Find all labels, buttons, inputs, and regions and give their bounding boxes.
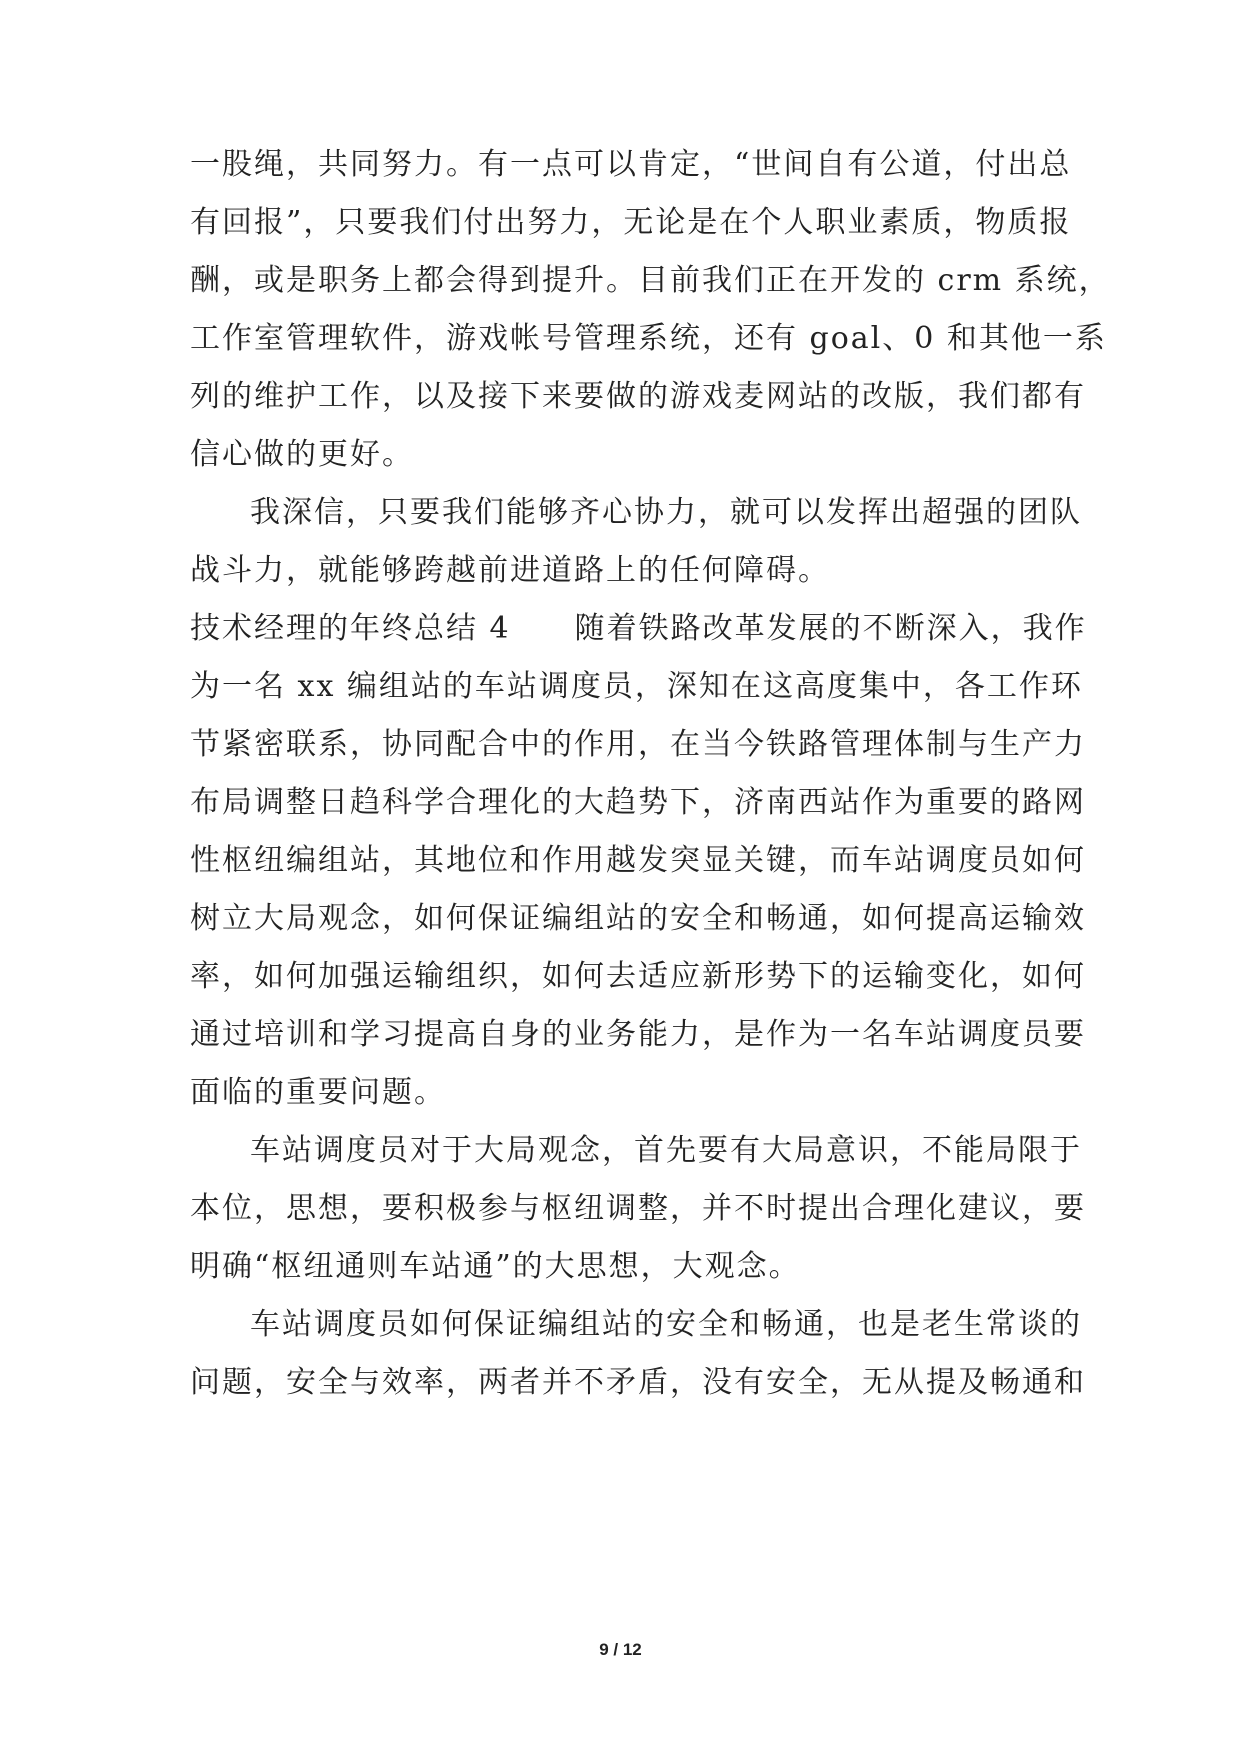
page-number: 9 / 12 bbox=[599, 1640, 642, 1659]
text-line: 工作室管理软件，游戏帐号管理系统，还有 goal、0 和其他一系 bbox=[190, 321, 1107, 356]
text-line: 酬，或是职务上都会得到提升。目前我们正在开发的 crm 系统， bbox=[190, 263, 1111, 298]
text-line: 本位，思想，要积极参与枢纽调整，并不时提出合理化建议，要 bbox=[190, 1191, 1086, 1226]
text-line: 一股绳，共同努力。有一点可以肯定，“世间自有公道，付出总 bbox=[190, 147, 1072, 182]
text-line: 节紧密联系，协同配合中的作用，在当今铁路管理体制与生产力 bbox=[190, 727, 1086, 762]
text-line: 战斗力，就能够跨越前进道路上的任何障碍。 bbox=[190, 553, 830, 588]
text-line: 布局调整日趋科学合理化的大趋势下，济南西站作为重要的路网 bbox=[190, 785, 1086, 820]
text-line: 信心做的更好。 bbox=[190, 437, 414, 472]
text-line: 性枢纽编组站，其地位和作用越发突显关键，而车站调度员如何 bbox=[190, 843, 1086, 878]
text-line: 率，如何加强运输组织，如何去适应新形势下的运输变化，如何 bbox=[190, 959, 1086, 994]
text-line: 我深信，只要我们能够齐心协力，就可以发挥出超强的团队 bbox=[250, 495, 1082, 530]
text-line: 列的维护工作，以及接下来要做的游戏麦网站的改版，我们都有 bbox=[190, 379, 1086, 414]
text-line: 通过培训和学习提高自身的业务能力，是作为一名车站调度员要 bbox=[190, 1017, 1086, 1052]
text-line: 明确“枢纽通则车站通”的大思想，大观念。 bbox=[190, 1249, 801, 1284]
section-heading-line: 技术经理的年终总结 4 随着铁路改革发展的不断深入，我作 bbox=[190, 611, 1087, 646]
text-line: 为一名 xx 编组站的车站调度员，深知在这高度集中，各工作环 bbox=[190, 669, 1083, 704]
text-line: 有回报”，只要我们付出努力，无论是在个人职业素质，物质报 bbox=[190, 205, 1072, 240]
text-line: 车站调度员如何保证编组站的安全和畅通，也是老生常谈的 bbox=[250, 1307, 1082, 1342]
text-line: 车站调度员对于大局观念，首先要有大局意识，不能局限于 bbox=[250, 1133, 1082, 1168]
text-line: 问题，安全与效率，两者并不矛盾，没有安全，无从提及畅通和 bbox=[190, 1365, 1086, 1400]
text-line: 面临的重要问题。 bbox=[190, 1075, 446, 1110]
text-line: 树立大局观念，如何保证编组站的安全和畅通，如何提高运输效 bbox=[190, 901, 1086, 936]
